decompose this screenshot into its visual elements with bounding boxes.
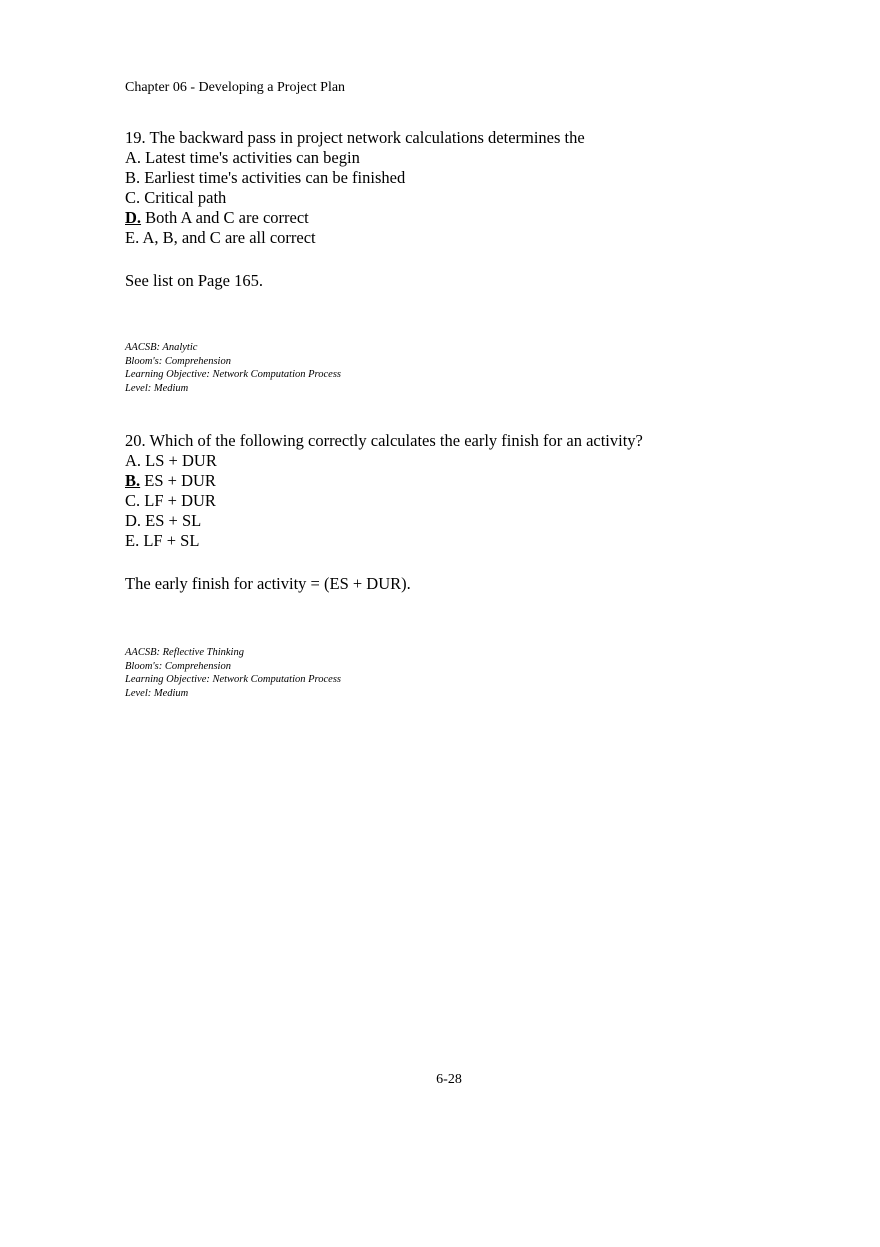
question-stem: 20. Which of the following correctly calculates the early finish for an activity? — [125, 431, 643, 450]
option-letter: B. — [125, 168, 141, 187]
question-20 — [125, 431, 643, 551]
option-text: Both A and C are correct — [145, 208, 309, 227]
option-text: ES + SL — [145, 511, 202, 530]
option-c — [125, 491, 643, 511]
question-19 — [125, 128, 585, 248]
option-text: A, B, and C are all correct — [142, 228, 316, 247]
option-text: Earliest time's activities can be finished — [144, 168, 406, 187]
metadata-20 — [125, 646, 341, 700]
option-letter: D. — [125, 511, 142, 530]
option-text: Latest time's activities can begin — [145, 148, 360, 167]
option-d-correct — [125, 208, 585, 228]
option-b-correct — [125, 471, 643, 491]
option-text: LF + SL — [143, 531, 200, 550]
explanation-19: See list on Page 165. — [125, 271, 263, 290]
option-d — [125, 511, 643, 531]
level-tag: Level: Medium — [125, 687, 189, 699]
blooms-tag: Bloom's: Comprehension — [125, 660, 231, 672]
aacsb-tag: AACSB: Analytic — [125, 342, 198, 353]
learning-objective-tag: Learning Objective: Network Computation Process — [125, 369, 341, 380]
page-number: 6-28 — [436, 1072, 462, 1087]
option-b — [125, 168, 585, 188]
question-stem: 19. The backward pass in project network calculations determines the — [125, 128, 585, 147]
option-e — [125, 228, 585, 248]
learning-objective-tag: Learning Objective: Network Computation Process — [125, 674, 341, 685]
option-text: ES + DUR — [144, 471, 216, 490]
explanation-20: The early finish for activity = (ES + DUR). — [125, 574, 411, 593]
chapter-header: Chapter 06 - Developing a Project Plan — [125, 80, 346, 95]
blooms-tag: Bloom's: Comprehension — [125, 355, 231, 367]
aacsb-tag: AACSB: Reflective Thinking — [125, 647, 244, 658]
option-letter: E. — [125, 531, 140, 550]
option-letter: A. — [125, 148, 142, 167]
option-a — [125, 148, 585, 168]
metadata-19 — [125, 341, 341, 395]
option-letter: C. — [125, 491, 141, 510]
correct-answer-letter: B. — [125, 471, 141, 490]
option-a — [125, 451, 643, 471]
option-letter: C. — [125, 188, 141, 207]
option-letter: A. — [125, 451, 142, 470]
option-letter: E. — [125, 228, 140, 247]
option-text: LS + DUR — [145, 451, 217, 470]
level-tag: Level: Medium — [125, 382, 189, 394]
option-text: Critical path — [144, 188, 227, 207]
option-text: LF + DUR — [144, 491, 216, 510]
option-e — [125, 531, 643, 551]
option-c — [125, 188, 585, 208]
correct-answer-letter: D. — [125, 208, 142, 227]
